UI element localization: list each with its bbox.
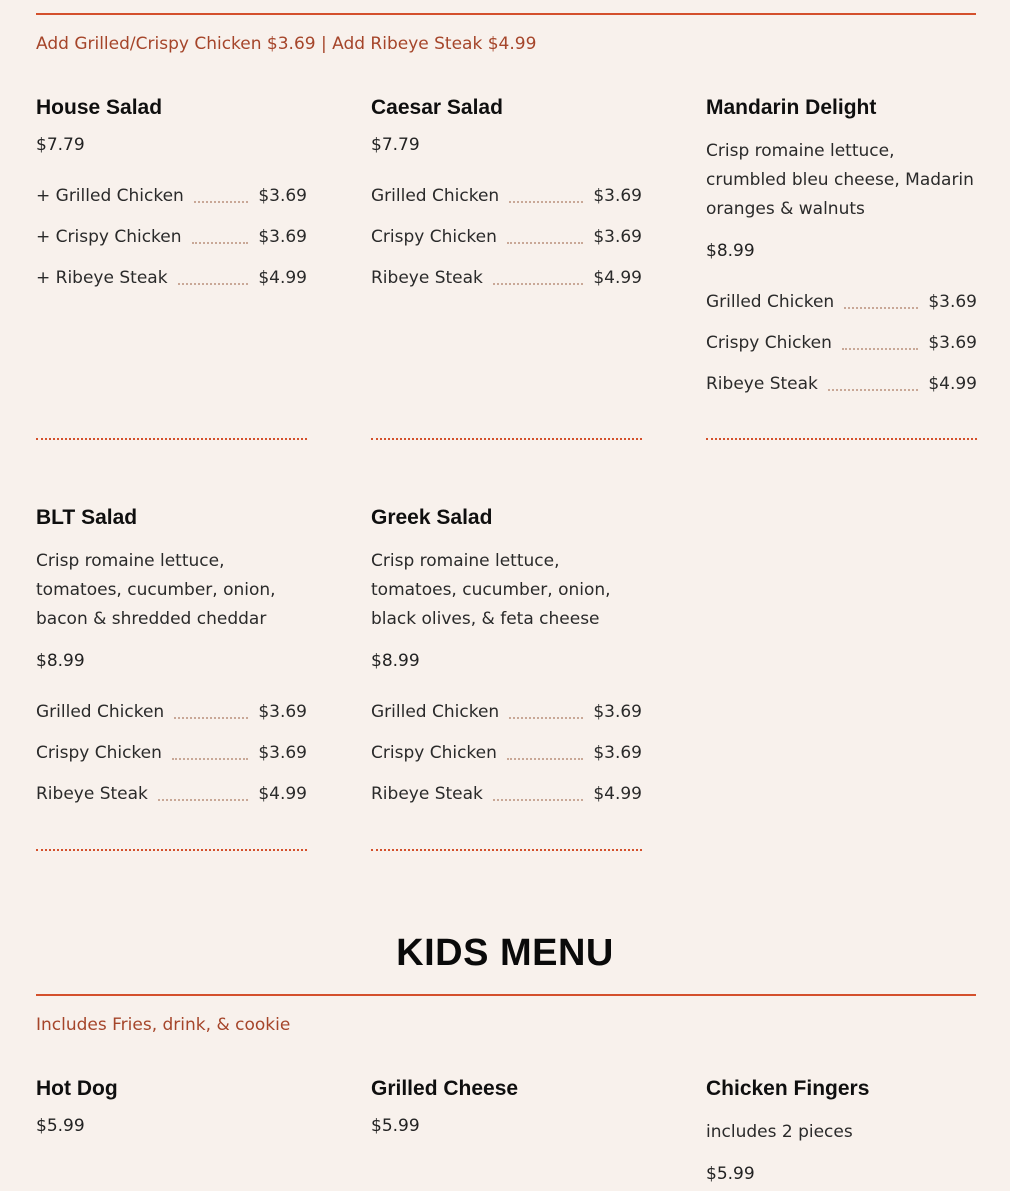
item-price: $7.79 xyxy=(36,135,85,155)
addon-price: $4.99 xyxy=(593,784,642,804)
addon-price: $3.69 xyxy=(928,333,977,353)
addon-price: $4.99 xyxy=(593,268,642,288)
addon-name: Grilled Chicken xyxy=(371,702,500,722)
addon-price: $4.99 xyxy=(258,784,307,804)
addon-name: Ribeye Steak xyxy=(36,784,148,804)
addon-row xyxy=(36,784,307,825)
dot-leader xyxy=(507,758,583,760)
addon-name: + Grilled Chicken xyxy=(36,186,184,206)
addon-name: Ribeye Steak xyxy=(371,784,483,804)
dot-leader xyxy=(493,799,583,801)
item-price: $8.99 xyxy=(706,241,755,261)
dot-leader xyxy=(844,307,918,309)
item-price: $5.99 xyxy=(706,1164,755,1184)
dot-leader xyxy=(158,799,248,801)
item-name: BLT Salad xyxy=(36,506,138,529)
addon-row xyxy=(371,784,642,825)
menu-item-chicken-fingers xyxy=(706,1076,977,1185)
addon-row xyxy=(36,227,307,268)
kids-menu-note: Includes Fries, drink, & cookie xyxy=(36,1015,291,1035)
addon-name: Grilled Chicken xyxy=(706,292,835,312)
addon-price: $3.69 xyxy=(593,227,642,247)
addon-row xyxy=(371,186,642,227)
menu-item-house-salad xyxy=(36,95,307,309)
addon-row xyxy=(706,374,977,415)
addon-row xyxy=(371,227,642,268)
item-name: Grilled Cheese xyxy=(371,1077,519,1100)
dot-leader xyxy=(509,201,583,203)
item-description: Crisp romaine lettuce, tomatoes, cucumber, onion, bacon & shredded cheddar xyxy=(36,551,276,629)
addon-name: + Crispy Chicken xyxy=(36,227,182,247)
addon-list xyxy=(36,702,307,825)
item-price: $8.99 xyxy=(36,651,85,671)
item-name: House Salad xyxy=(36,96,163,119)
addon-name: + Ribeye Steak xyxy=(36,268,168,288)
kids-menu-divider xyxy=(36,994,976,996)
addon-price: $4.99 xyxy=(928,374,977,394)
addon-row xyxy=(36,702,307,743)
addon-name: Ribeye Steak xyxy=(706,374,818,394)
dot-leader xyxy=(507,242,583,244)
addon-name: Crispy Chicken xyxy=(371,227,497,247)
item-price: $5.99 xyxy=(371,1116,420,1136)
menu-item-caesar-salad xyxy=(371,95,642,309)
menu-item-greek-salad xyxy=(371,505,642,825)
item-price: $8.99 xyxy=(371,651,420,671)
addon-list xyxy=(371,702,642,825)
item-description: Crisp romaine lettuce, tomatoes, cucumber, onion, black olives, & feta cheese xyxy=(371,551,611,629)
dot-leader xyxy=(192,242,249,244)
item-name: Hot Dog xyxy=(36,1077,118,1100)
item-name: Greek Salad xyxy=(371,506,493,529)
dot-leader xyxy=(178,283,249,285)
addon-list xyxy=(371,186,642,309)
dot-leader xyxy=(509,717,583,719)
salads-divider xyxy=(36,13,976,15)
item-name: Mandarin Delight xyxy=(706,96,877,119)
item-separator xyxy=(36,438,307,440)
item-separator xyxy=(706,438,977,440)
item-separator xyxy=(371,849,642,851)
item-description: Crisp romaine lettuce, crumbled bleu cheese, Madarin oranges & walnuts xyxy=(706,141,974,219)
addon-list xyxy=(36,186,307,309)
addon-price: $3.69 xyxy=(593,186,642,206)
addon-price: $3.69 xyxy=(258,227,307,247)
addon-name: Crispy Chicken xyxy=(706,333,832,353)
menu-item-blt-salad xyxy=(36,505,307,825)
addon-row xyxy=(706,292,977,333)
dot-leader xyxy=(842,348,918,350)
menu-item-hot-dog xyxy=(36,1076,307,1137)
item-separator xyxy=(36,849,307,851)
addon-price: $3.69 xyxy=(258,702,307,722)
addon-price: $3.69 xyxy=(258,186,307,206)
item-price: $5.99 xyxy=(36,1116,85,1136)
dot-leader xyxy=(172,758,248,760)
dot-leader xyxy=(194,201,249,203)
addon-name: Crispy Chicken xyxy=(36,743,162,763)
addon-price: $3.69 xyxy=(928,292,977,312)
addon-row xyxy=(36,743,307,784)
addon-name: Ribeye Steak xyxy=(371,268,483,288)
item-name: Caesar Salad xyxy=(371,96,503,119)
item-separator xyxy=(371,438,642,440)
item-name: Chicken Fingers xyxy=(706,1077,870,1100)
item-description: includes 2 pieces xyxy=(706,1122,853,1142)
addon-row xyxy=(371,702,642,743)
addon-row xyxy=(371,743,642,784)
item-price: $7.79 xyxy=(371,135,420,155)
addon-price: $3.69 xyxy=(593,702,642,722)
dot-leader xyxy=(493,283,583,285)
addon-list xyxy=(706,292,977,415)
addon-row xyxy=(371,268,642,309)
kids-menu-title: KIDS MENU xyxy=(396,932,614,974)
addon-price: $3.69 xyxy=(258,743,307,763)
addon-price: $4.99 xyxy=(258,268,307,288)
menu-item-grilled-cheese xyxy=(371,1076,642,1137)
dot-leader xyxy=(828,389,918,391)
addon-name: Grilled Chicken xyxy=(371,186,500,206)
addon-row xyxy=(706,333,977,374)
menu-item-mandarin-delight xyxy=(706,95,977,415)
dot-leader xyxy=(174,717,248,719)
addon-price: $3.69 xyxy=(593,743,642,763)
salads-addon-note: Add Grilled/Crispy Chicken $3.69 | Add Ribeye Steak $4.99 xyxy=(36,34,537,54)
addon-row xyxy=(36,268,307,309)
addon-name: Grilled Chicken xyxy=(36,702,165,722)
addon-row xyxy=(36,186,307,227)
addon-name: Crispy Chicken xyxy=(371,743,497,763)
